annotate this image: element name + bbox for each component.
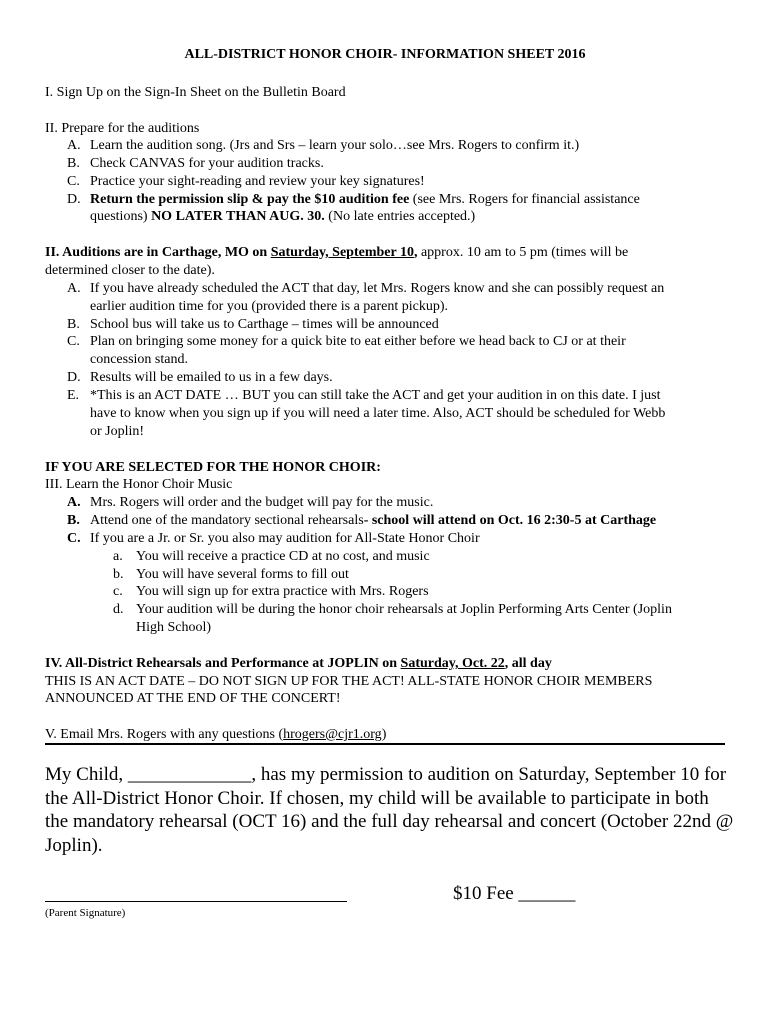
heading-end: , all day [504, 656, 552, 671]
sublist-label-c: c. [113, 584, 123, 599]
list-item: Check CANVAS for your audition tracks. [90, 156, 324, 171]
sublist-item-continued: High School) [136, 620, 212, 635]
audition-time: approx. 10 am to 5 pm (times will be [417, 245, 629, 260]
list-item-continued: or Joplin! [90, 424, 145, 439]
list-item-continued: have to know when you sign up if you will need a later time. Also, ACT should be scheduled for Webb [90, 406, 666, 421]
email-close: ) [381, 727, 387, 742]
list-item-continued: concession stand. [90, 352, 188, 367]
permission-statement: My Child, _____________, has my permission to audition on Saturday, September 10 for the All-District Honor Choir. If chosen, my child will be available to participate in both the mandatory rehearsal (OCT 16) and the full day rehearsal and concert (October 22nd @ Joplin). [45, 764, 734, 856]
list-label-a: A. [67, 138, 81, 153]
list-text: Attend one of the mandatory sectional rehearsals [90, 513, 364, 528]
sublist-item: You will sign up for extra practice with Mrs. Rogers [136, 584, 429, 599]
auditions-heading-continued: determined closer to the date). [45, 263, 215, 278]
list-item: Learn the audition song. (Jrs and Srs – learn your solo…see Mrs. Rogers to confirm it.) [90, 138, 580, 153]
sublist-label-d: d. [113, 602, 124, 617]
list-item-continued: earlier audition time for you (provided there is a parent pickup). [90, 299, 449, 314]
section-4-heading [45, 655, 552, 672]
divider-rule [45, 743, 725, 745]
list-item: If you have already scheduled the ACT that day, let Mrs. Rogers know and she can possibly request an [90, 281, 665, 296]
heading-bold: IV. All-District Rehearsals and Performance at JOPLIN on [45, 656, 401, 671]
list-label-c: C. [67, 174, 80, 189]
list-item-continued [90, 208, 475, 225]
list-label-b: B. [67, 513, 80, 528]
audition-date: Saturday, September 10 [270, 245, 414, 260]
late-entries-note: (No late entries accepted.) [324, 209, 476, 224]
list-label-e: E. [67, 388, 80, 403]
list-text: questions) [90, 209, 152, 224]
fee-note: (see Mrs. Rogers for financial assistance [409, 192, 640, 207]
sublist-item: You will receive a practice CD at no cost, and music [136, 549, 430, 564]
selected-heading: IF YOU ARE SELECTED FOR THE HONOR CHOIR: [45, 460, 381, 475]
signature-line[interactable] [45, 901, 347, 902]
sublist-item: You will have several forms to fill out [136, 567, 349, 582]
auditions-heading [45, 244, 628, 261]
email-line [45, 726, 386, 743]
list-label-b: B. [67, 317, 80, 332]
email-link[interactable]: hrogers@cjr1.org [283, 727, 382, 742]
list-label-c: C. [67, 334, 80, 349]
heading-comma: , [413, 245, 418, 260]
section-3-heading: III. Learn the Honor Choir Music [45, 477, 233, 492]
sublist-item: Your audition will be during the honor choir rehearsals at Joplin Performing Arts Center (Joplin [136, 602, 672, 617]
list-item: Mrs. Rogers will order and the budget will pay for the music. [90, 495, 434, 510]
list-label-b: B. [67, 156, 80, 171]
list-item [90, 191, 640, 208]
section-1-text: I. Sign Up on the Sign-In Sheet on the Bulletin Board [45, 85, 346, 100]
fee-deadline-bold: Return the permission slip & pay the $10 audition fee [90, 192, 410, 207]
deadline-bold: NO LATER THAN AUG. 30. [151, 209, 325, 224]
performance-date: Saturday, Oct. 22 [400, 656, 505, 671]
sublist-label-a: a. [113, 549, 123, 564]
list-label-d: D. [67, 192, 81, 207]
list-label-a: A. [67, 281, 81, 296]
list-item: Results will be emailed to us in a few days. [90, 370, 333, 385]
sectional-date-bold: - school will attend on Oct. 16 2:30-5 at Carthage [363, 513, 657, 528]
act-warning-line: ANNOUNCED AT THE END OF THE CONCERT! [45, 691, 341, 706]
signature-caption: (Parent Signature) [45, 907, 126, 919]
email-text: V. Email Mrs. Rogers with any questions ( [45, 727, 284, 742]
heading-bold: II. Auditions are in Carthage, MO on [45, 245, 271, 260]
list-label-c: C. [67, 531, 81, 546]
list-item: *This is an ACT DATE … BUT you can still take the ACT and get your audition in on this date. I just [90, 388, 661, 403]
sublist-label-b: b. [113, 567, 124, 582]
list-item: If you are a Jr. or Sr. you also may audition for All-State Honor Choir [90, 531, 480, 546]
section-2-heading: II. Prepare for the auditions [45, 121, 200, 136]
list-item: Plan on bringing some money for a quick bite to eat either before we head back to CJ or at their [90, 334, 626, 349]
list-label-a: A. [67, 495, 81, 510]
fee-field[interactable]: $10 Fee ______ [453, 883, 576, 904]
list-item: School bus will take us to Carthage – times will be announced [90, 317, 439, 332]
list-item [90, 512, 656, 529]
document-title: ALL-DISTRICT HONOR CHOIR- INFORMATION SHEET 2016 [184, 47, 586, 62]
list-item: Practice your sight-reading and review your key signatures! [90, 174, 425, 189]
act-warning-line: THIS IS AN ACT DATE – DO NOT SIGN UP FOR THE ACT! ALL-STATE HONOR CHOIR MEMBERS [45, 674, 653, 689]
list-label-d: D. [67, 370, 81, 385]
